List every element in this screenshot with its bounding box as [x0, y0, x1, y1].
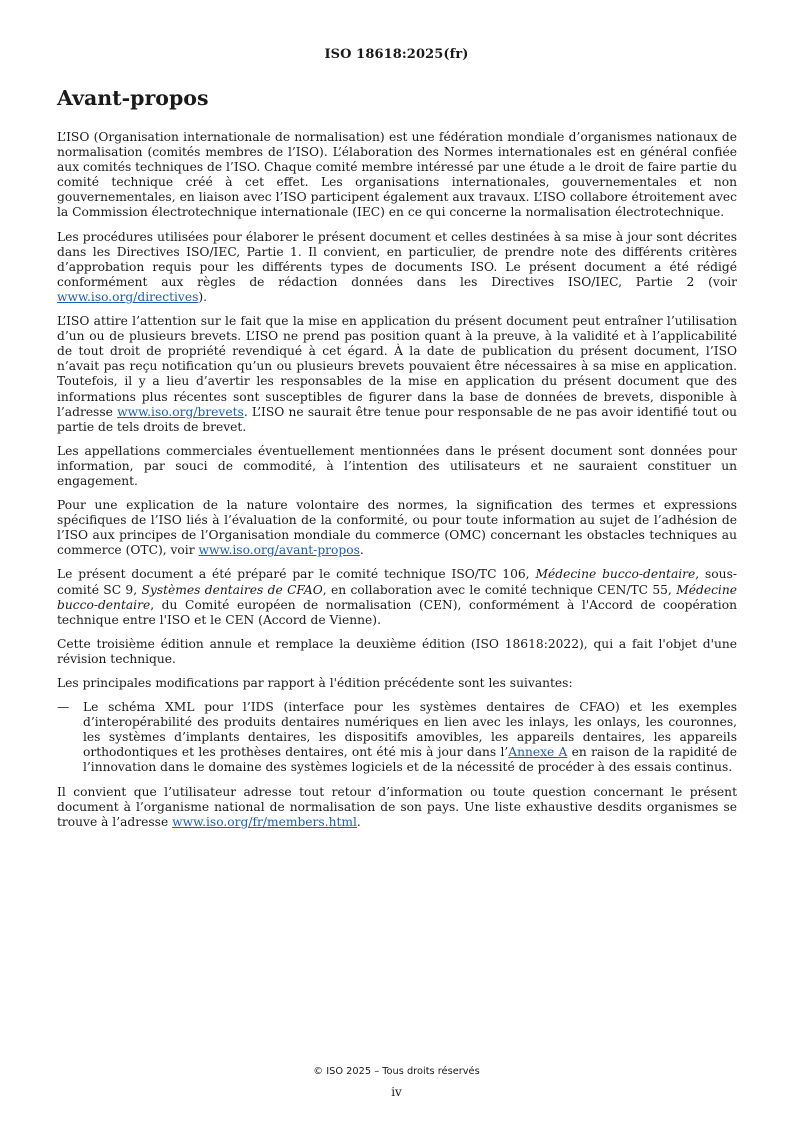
- paragraph-text: Le schéma XML pour l’IDS (interface pour les systèmes dentaires de CFAO) et les exemples d’interopérabilité des produits dentaires numériques en lien avec les inlays, les onlays, les couronnes, les systèmes d’implants dentaires, les dispositifs amovibles, les appareils dentaires, les appareils orthodontiques et les prothèses dentaires, ont été mis à jour dans l’: [83, 700, 737, 760]
- paragraph-text: . L’ISO ne saurait être tenue pour responsable de ne pas avoir identifié tout ou partie de tels droits de brevet.: [57, 404, 738, 434]
- directives-link[interactable]: www.iso.org/directives: [57, 289, 199, 304]
- paragraph-text: en raison de la rapidité de l’innovation dans le domaine des systèmes logiciels et de la nécessité de procéder à des essais continus.: [83, 745, 737, 775]
- paragraph-text: .: [356, 814, 361, 829]
- annex-a-link[interactable]: Annexe A: [508, 745, 568, 760]
- list-item-text: [83, 700, 737, 775]
- patents-link[interactable]: www.iso.org/brevets: [117, 404, 244, 419]
- paragraph-text: L’ISO attire l’attention sur le fait que la mise en application du présent document peut entraîner l’utilisation d’un ou de plusieurs brevets. L’ISO ne prend pas position quant à la preuve, à la validité et à l’applicabilité de tout droit de propriété revendiqué à cet égard. À la date de publication du présent document, l’ISO n’avait pas reçu notification qu’un ou plusieurs brevets pouvaient être nécessaires à sa mise en application. Toutefois, il y a lieu d’avertir les responsables de la mise en application du présent document que des informations plus récentes sont susceptibles de figurer dans la base de données de brevets, disponible à l’adresse: [57, 314, 737, 419]
- paragraph-text: , sous-comité SC 9,: [57, 567, 737, 597]
- list-item: [57, 700, 737, 775]
- paragraph-voluntary-nature: [57, 498, 737, 558]
- paragraph-text: ).: [198, 289, 208, 304]
- copyright-footer: © ISO 2025 – Tous droits réservés: [313, 1066, 480, 1077]
- members-link[interactable]: www.iso.org/fr/members.html: [172, 814, 357, 829]
- document-body: [57, 130, 737, 839]
- paragraph-feedback: [57, 785, 737, 830]
- paragraph-text: Les procédures utilisées pour élaborer le présent document et celles destinées à sa mise à jour sont décrites dans les Directives ISO/IEC, Partie 1. Il convient, en particulier, de prendre note des différents critères d’approbation requis pour les différents types de documents ISO. Le présent document a été rédigé conformément aux règles de rédaction données dans les Directives ISO/IEC, Partie 2 (voir: [57, 229, 737, 289]
- paragraph-text: Il convient que l’utilisateur adresse tout retour d’information ou toute question concernant le présent document à l’organisme national de normalisation de son pays. Une liste exhaustive desdits organismes se trouve à l’adresse: [57, 784, 737, 829]
- list-dash: —: [57, 700, 70, 715]
- paragraph-text: , en collaboration avec le comité technique CEN/TC 55,: [322, 582, 677, 597]
- paragraph-text: .: [359, 543, 364, 558]
- committee-title: Médecine bucco-dentaire: [535, 567, 696, 582]
- subcommittee-title: Systèmes dentaires de CFAO: [141, 582, 323, 597]
- page-number: iv: [391, 1085, 402, 1099]
- document-header: ISO 18618:2025(fr): [324, 47, 469, 62]
- paragraph-changes-intro: Les principales modifications par rapport à l'édition précédente sont les suivantes:: [57, 676, 573, 690]
- paragraph-committee: [57, 567, 737, 627]
- paragraph-text: Le présent document a été préparé par le comité technique ISO/TC 106,: [57, 567, 536, 582]
- paragraph-edition: Cette troisième édition annule et remplace la deuxième édition (ISO 18618:2022), qui a fait l'objet d'une révision technique.: [57, 636, 737, 666]
- paragraph-text: , du Comité européen de normalisation (CEN), conformément à l'Accord de coopération technique entre l'ISO et le CEN (Accord de Vienne).: [57, 597, 737, 627]
- page-title: Avant-propos: [57, 86, 209, 110]
- cen-committee-title: Médecine bucco-dentaire: [57, 582, 737, 612]
- paragraph-trade-names: Les appellations commerciales éventuellement mentionnées dans le présent document sont données pour information, par souci de commodité, à l’intention des utilisateurs et ne sauraient constituer un engagement.: [57, 443, 737, 488]
- paragraph-iso-intro: L’ISO (Organisation internationale de normalisation) est une fédération mondiale d’organismes nationaux de normalisation (comités membres de l’ISO). L’élaboration des Normes internationales est en général confiée aux comités techniques de l’ISO. Chaque comité membre intéressé par une étude a le droit de faire partie du comité technique créé à cet effet. Les organisations internationales, gouvernementales et non gouvernementales, en liaison avec l’ISO participent également aux travaux. L’ISO collabore étroitement avec la Commission électrotechnique internationale (IEC) en ce qui concerne la normalisation électrotechnique.: [57, 130, 737, 220]
- paragraph-text: Pour une explication de la nature volontaire des normes, la signification des termes et expressions spécifiques de l’ISO liés à l’évaluation de la conformité, ou pour toute information au sujet de l’adhésion de l’ISO aux principes de l’Organisation mondiale du commerce (OMC) concernant les obstacles techniques au commerce (OTC), voir: [57, 498, 737, 558]
- foreword-link[interactable]: www.iso.org/avant-propos: [198, 543, 360, 558]
- paragraph-procedures: [57, 230, 737, 305]
- paragraph-patents: [57, 314, 737, 435]
